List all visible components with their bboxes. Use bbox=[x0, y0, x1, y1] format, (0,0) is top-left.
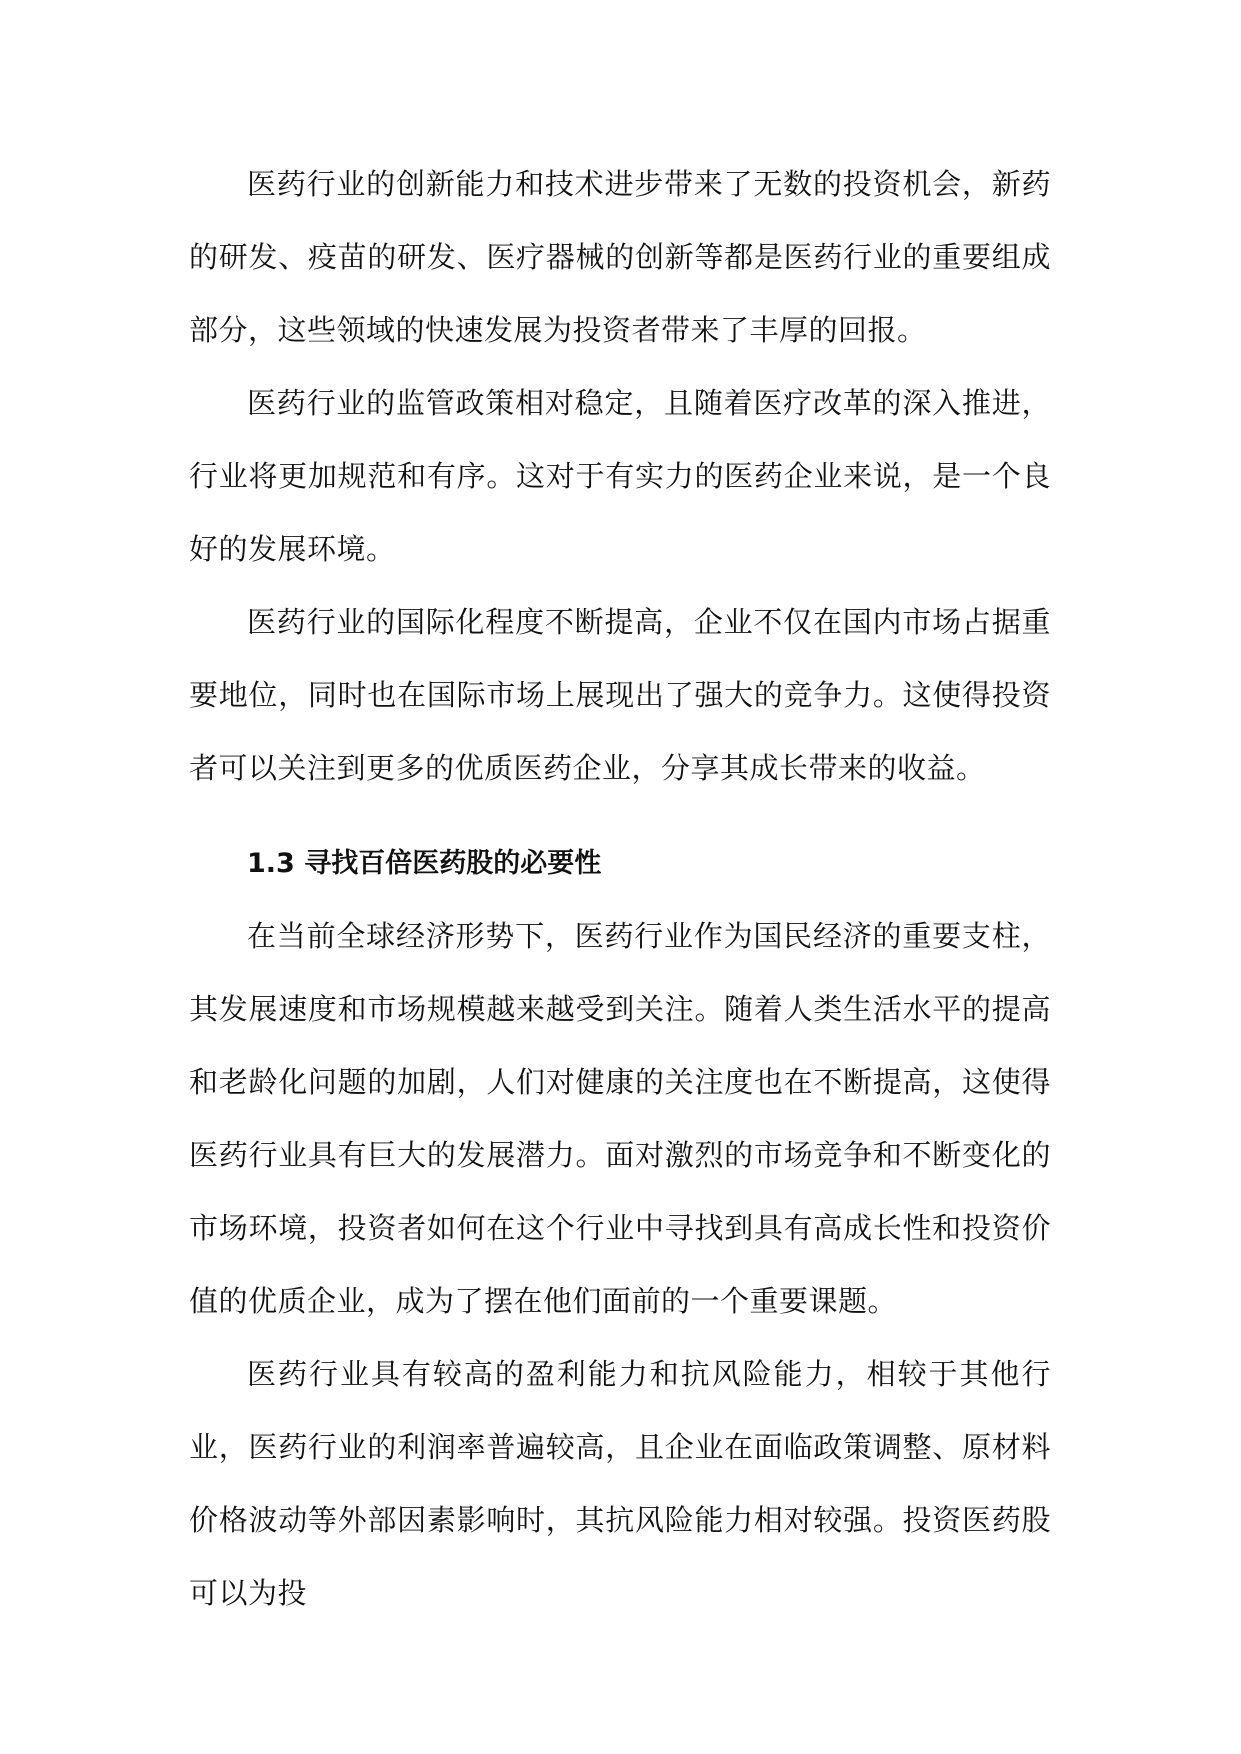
paragraph: 在当前全球经济形势下，医药行业作为国民经济的重要支柱，其发展速度和市场规模越来越受到关注。随着人类生活水平的提高和老龄化问题的加剧，人们对健康的关注度也在不断提高，这使得医药行业具有巨大的发展潜力。面对激烈的市场竞争和不断变化的市场环境，投资者如何在这个行业中寻找到具有高成长性和投资价值的优质企业，成为了摆在他们面前的一个重要课题。 bbox=[189, 919, 1051, 1318]
paragraph: 医药行业具有较高的盈利能力和抗风险能力，相较于其他行业，医药行业的利润率普遍较高，且企业在面临政策调整、原材料价格波动等外部因素影响时，其抗风险能力相对较强。投资医药股可以为投 bbox=[189, 1357, 1051, 1610]
paragraph: 医药行业的创新能力和技术进步带来了无数的投资机会，新药的研发、疫苗的研发、医疗器械的创新等都是医药行业的重要组成部分，这些领域的快速发展为投资者带来了丰厚的回报。 bbox=[189, 167, 1051, 347]
paragraph: 医药行业的监管政策相对稳定，且随着医疗改革的深入推进，行业将更加规范和有序。这对于有实力的医药企业来说，是一个良好的发展环境。 bbox=[189, 386, 1051, 566]
paragraph: 医药行业的国际化程度不断提高，企业不仅在国内市场占据重要地位，同时也在国际市场上展现出了强大的竞争力。这使得投资者可以关注到更多的优质医药企业，分享其成长带来的收益。 bbox=[189, 605, 1051, 785]
page-content bbox=[189, 148, 1051, 1630]
section-heading: 1.3 寻找百倍医药股的必要性 bbox=[247, 848, 602, 879]
